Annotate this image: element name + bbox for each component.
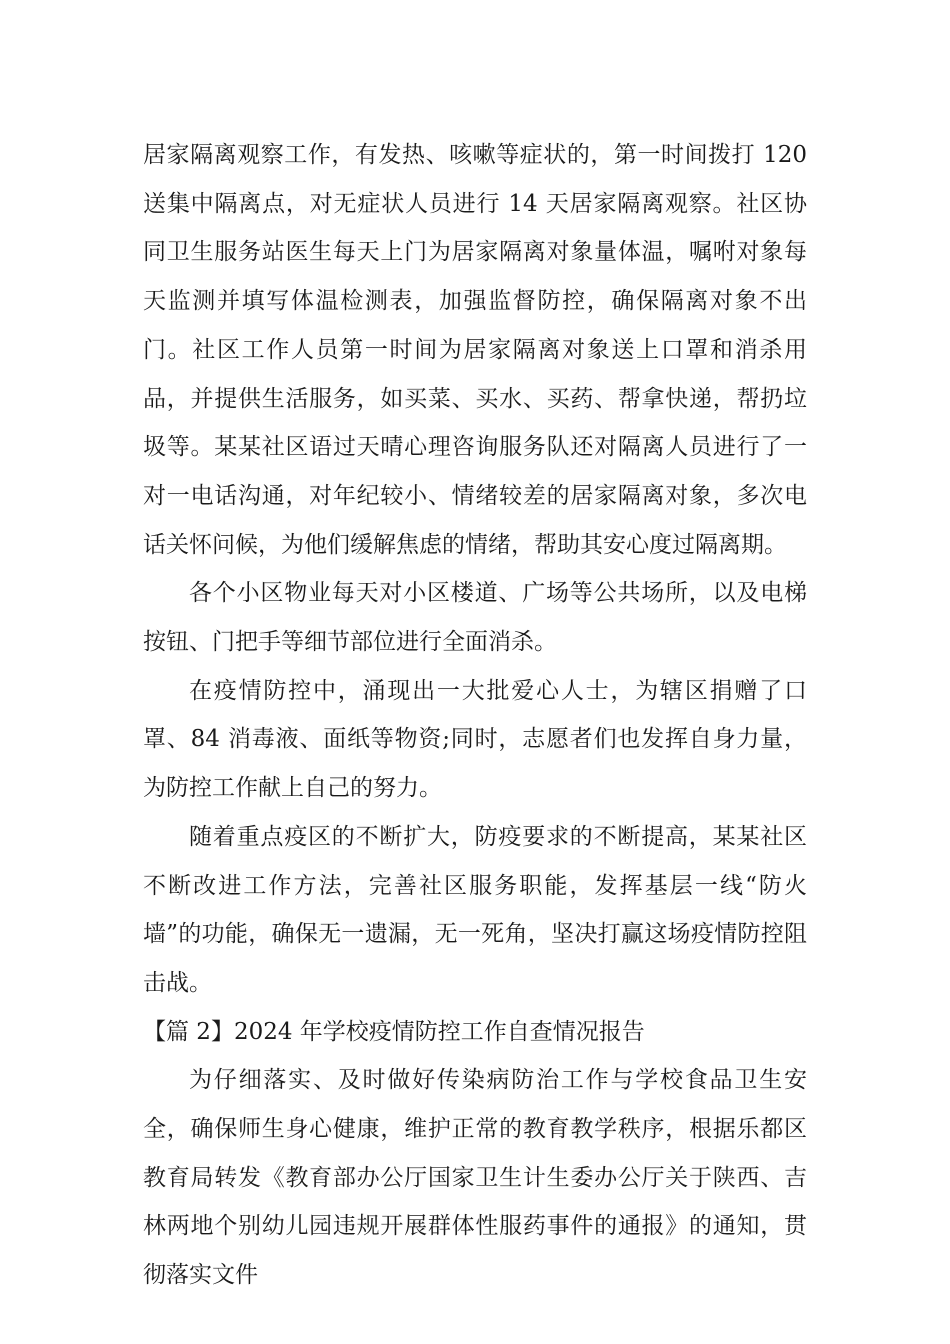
section-heading: 【篇 2】2024 年学校疫情防控工作自查情况报告: [143, 1018, 645, 1045]
paragraph-conclusion: 随着重点疫区的不断扩大，防疫要求的不断提高，某某社区不断改进工作方法，完善社区服务职能，发挥基层一线“防火墙”的功能，确保无一遗漏，无一死角，坚决打赢这场疫情防控阻击战。: [143, 823, 807, 996]
document-body: [143, 131, 807, 1300]
paragraph-disinfection: 各个小区物业每天对小区楼道、广场等公共场所，以及电梯按钮、门把手等细节部位进行全面消杀。: [143, 580, 807, 656]
paragraph-report-intro: 为仔细落实、及时做好传染病防治工作与学校食品卫生安全，确保师生身心健康，维护正常的教育教学秩序，根据乐都区教育局转发《教育部办公厅国家卫生计生委办公厅关于陕西、吉林两地个别幼儿园违规开展群体性服药事件的通报》的通知，贯彻落实文件: [143, 1067, 807, 1289]
paragraph-continued: 居家隔离观察工作，有发热、咳嗽等症状的，第一时间拨打 120 送集中隔离点，对无症状人员进行 14 天居家隔离观察。社区协同卫生服务站医生每天上门为居家隔离对象量体温，嘱咐对象每天监测并填写体温检测表，加强监督防控，确保隔离对象不出门。社区工作人员第一时间为居家隔离对象送上口罩和消杀用品，并提供生活服务，如买菜、买水、买药、帮拿快递，帮扔垃圾等。某某社区语过天晴心理咨询服务队还对隔离人员进行了一对一电话沟通，对年纪较小、情绪较差的居家隔离对象，多次电话关怀问候，为他们缓解焦虑的情绪，帮助其安心度过隔离期。: [143, 142, 807, 558]
paragraph-donations: 在疫情防控中，涌现出一大批爱心人士，为辖区捐赠了口罩、84 消毒液、面纸等物资;同时，志愿者们也发挥自身力量，为防控工作献上自己的努力。: [143, 677, 807, 802]
